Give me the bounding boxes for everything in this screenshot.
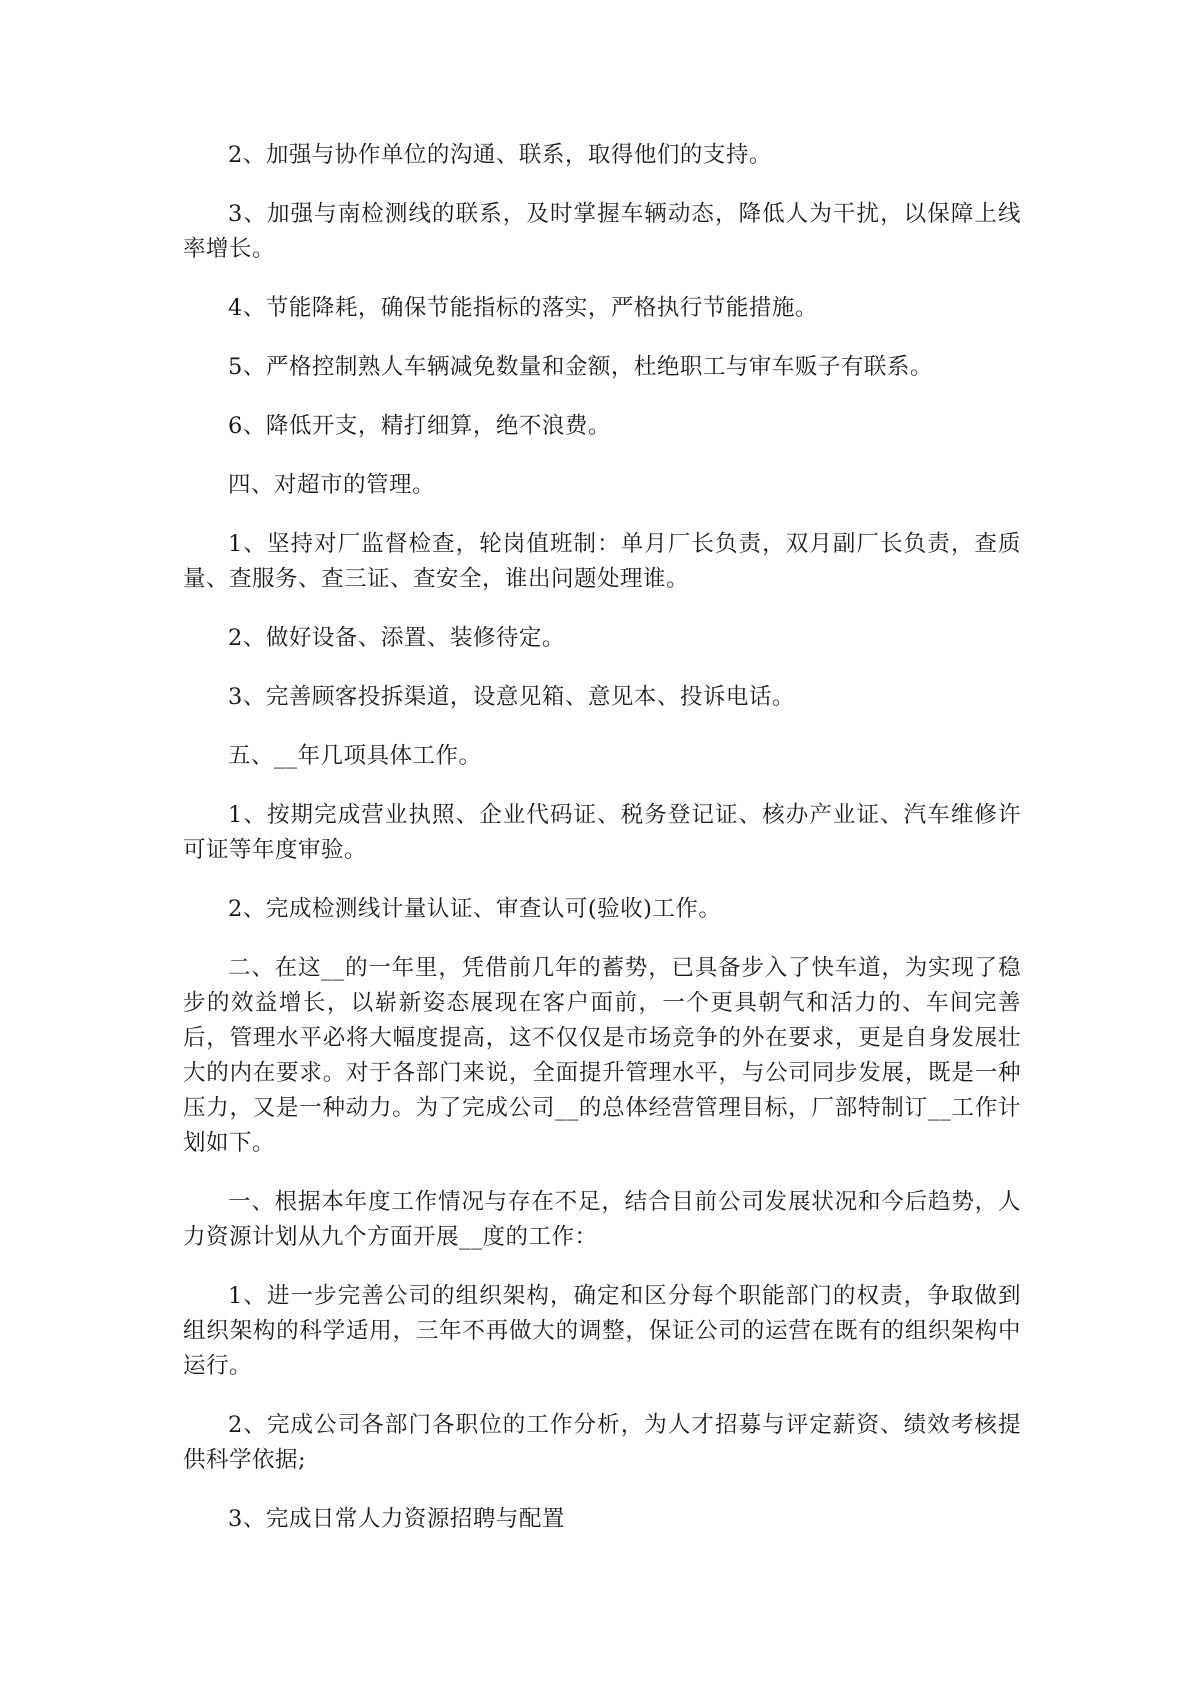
- paragraph: 1、进一步完善公司的组织架构，确定和区分每个职能部门的权责，争取做到组织架构的科学适用，三年不再做大的调整，保证公司的运营在既有的组织架构中运行。: [183, 1283, 1021, 1379]
- paragraph: 2、加强与协作单位的沟通、联系，取得他们的支持。: [228, 142, 772, 168]
- paragraph: 4、节能降耗，确保节能指标的落实，严格执行节能措施。: [228, 295, 818, 321]
- paragraph: 1、坚持对厂监督检查，轮岗值班制：单月厂长负责，双月副厂长负责，查质量、查服务、查三证、查安全，谁出问题处理谁。: [183, 531, 1021, 592]
- paragraph: 6、降低开支，精打细算，绝不浪费。: [228, 413, 611, 439]
- paragraph: 5、严格控制熟人车辆减免数量和金额，杜绝职工与审车贩子有联系。: [228, 354, 933, 380]
- paragraph: 2、做好设备、添置、装修待定。: [228, 625, 565, 651]
- paragraph: 3、完成日常人力资源招聘与配置: [228, 1506, 565, 1532]
- section-heading: 五、__年几项具体工作。: [228, 743, 482, 769]
- paragraph: 2、完成检测线计量认证、审查认可(验收)工作。: [228, 896, 722, 922]
- paragraph: 2、完成公司各部门各职位的工作分析，为人才招募与评定薪资、绩效考核提供科学依据;: [183, 1412, 1021, 1473]
- paragraph: 1、按期完成营业执照、企业代码证、税务登记证、核办产业证、汽车维修许可证等年度审验。: [183, 802, 1021, 863]
- document-body: [183, 138, 1021, 1561]
- paragraph: 一、根据本年度工作情况与存在不足，结合目前公司发展状况和今后趋势，人力资源计划从九个方面开展__度的工作：: [183, 1189, 1021, 1250]
- paragraph: 二、在这__的一年里，凭借前几年的蓄势，已具备步入了快车道，为实现了稳步的效益增长，以崭新姿态展现在客户面前，一个更具朝气和活力的、车间完善后，管理水平必将大幅度提高，这不仅仅是市场竞争的外在要求，更是自身发展壮大的内在要求。对于各部门来说，全面提升管理水平，与公司同步发展，既是一种压力，又是一种动力。为了完成公司__的总体经营管理目标，厂部特制订__工作计划如下。: [183, 955, 1021, 1156]
- paragraph: 3、完善顾客投拆渠道，设意见箱、意见本、投诉电话。: [228, 684, 795, 710]
- section-heading: 四、对超市的管理。: [228, 472, 436, 498]
- paragraph: 3、加强与南检测线的联系，及时掌握车辆动态，降低人为干扰，以保障上线率增长。: [183, 201, 1021, 262]
